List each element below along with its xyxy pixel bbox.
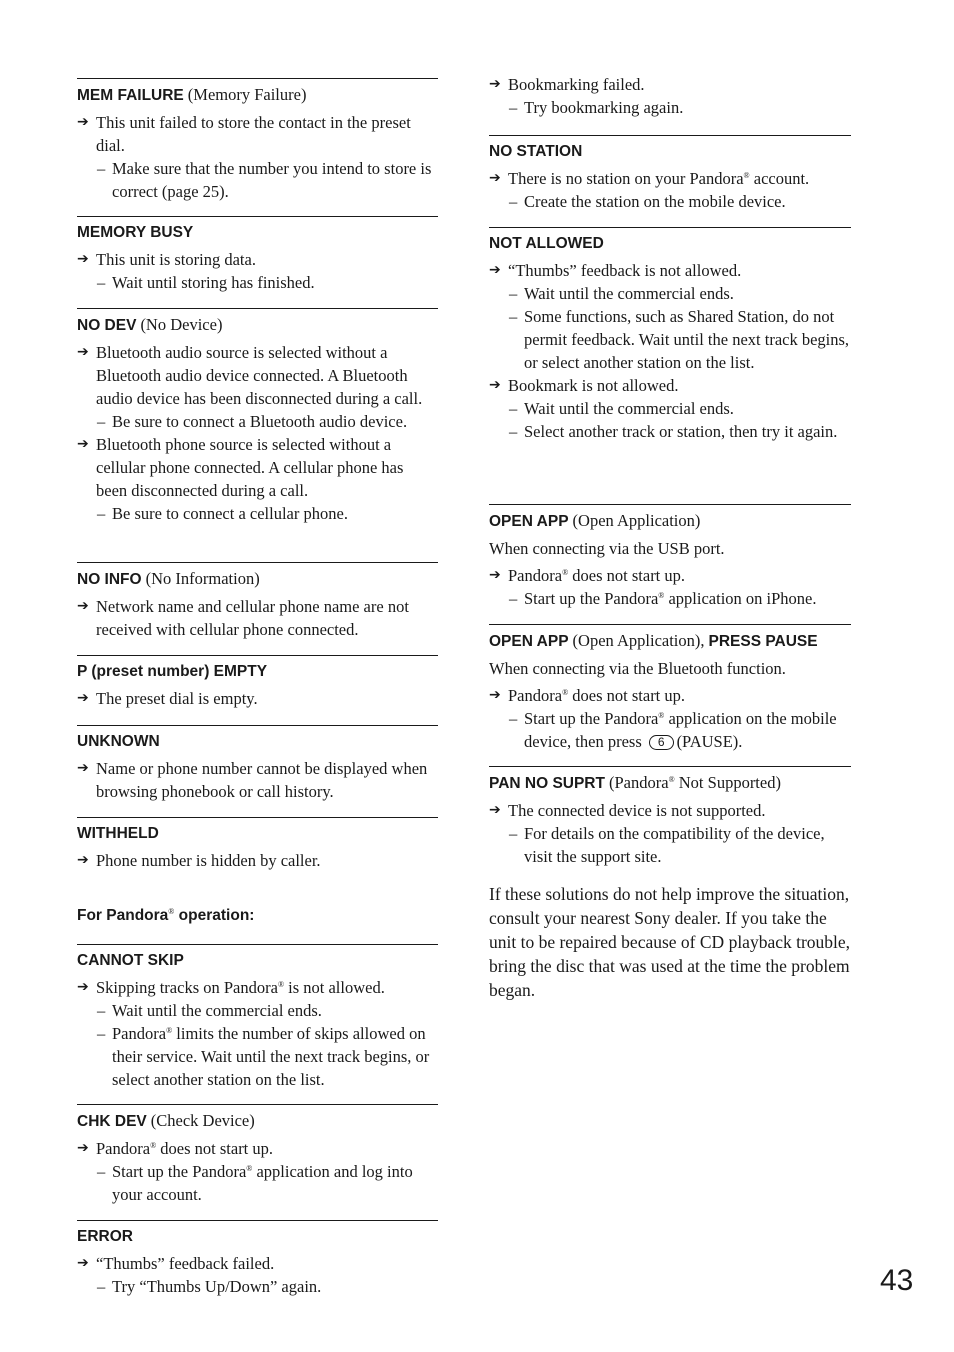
remedy-item: – Select another track or station, then try it again. [509, 422, 838, 441]
remedy-item: – Be sure to connect a cellular phone. [97, 504, 348, 523]
section-mem-failure [77, 78, 438, 203]
section-heading: NO INFO (No Information) [77, 569, 260, 588]
section-heading: OPEN APP (Open Application) [489, 511, 701, 530]
remedy-item: – Try “Thumbs Up/Down” again. [97, 1277, 322, 1296]
arrow-icon: ➔ [77, 114, 89, 130]
cause-item: ➔ Bookmarking failed. [489, 75, 645, 94]
cause-item: ➔ This unit failed to store the contact in the preset dial. [77, 113, 411, 155]
section-no-info [77, 562, 438, 641]
arrow-icon: ➔ [77, 251, 89, 267]
arrow-icon: ➔ [489, 76, 501, 92]
pandora-subheading: For Pandora® operation: [77, 907, 255, 924]
section-heading: OPEN APP (Open Application), PRESS PAUSE [489, 631, 818, 650]
section-heading: MEM FAILURE (Memory Failure) [77, 85, 307, 104]
section-heading: P (preset number) EMPTY [77, 663, 268, 680]
remedy-item: – Start up the Pandora® application on iPhone. [509, 589, 817, 608]
arrow-icon: ➔ [77, 852, 89, 868]
section-not-allowed [489, 227, 851, 443]
remedy-item: – Start up the Pandora® application and log into your account. [97, 1162, 413, 1204]
arrow-icon: ➔ [489, 170, 501, 186]
arrow-icon: ➔ [77, 1140, 89, 1156]
remedy-item: – Create the station on the mobile device. [509, 192, 786, 211]
cause-item: ➔ “Thumbs” feedback is not allowed. [489, 261, 742, 280]
section-chk-dev [77, 1104, 438, 1206]
section-no-station [489, 135, 851, 213]
section-heading: MEMORY BUSY [77, 224, 194, 241]
section-withheld [77, 817, 438, 872]
remedy-item: – Pandora® limits the number of skips allowed on their service. Wait until the next track begins, or select another station on the list. [97, 1024, 430, 1089]
arrow-icon: ➔ [77, 1255, 89, 1271]
arrow-icon: ➔ [489, 687, 501, 703]
cause-item: ➔ The connected device is not supported. [489, 801, 766, 820]
arrow-icon: ➔ [489, 262, 501, 278]
section-heading: NO DEV (No Device) [77, 315, 223, 334]
closing-paragraph: If these solutions do not help improve the situation, consult your nearest Sony dealer. If you take the unit to be repaired because of CD playback trouble, bring the disc that was used at the time the problem began. [489, 884, 851, 1000]
section-no-dev [77, 308, 438, 525]
section-bookmark [489, 68, 851, 119]
section-memory-busy [77, 216, 438, 294]
remedy-item: – Make sure that the number you intend to store is correct (page 25). [97, 159, 432, 201]
remedy-item: – Some functions, such as Shared Station, do not permit feedback. Wait until the next track begins, or select another station on the list. [509, 307, 850, 372]
section-pan-no-suprt [489, 766, 851, 868]
remedy-item: – Start up the Pandora® application on the mobile device, then press 6 (PAUSE). [509, 709, 837, 751]
cause-item: ➔ Pandora® does not start up. [489, 686, 686, 705]
arrow-icon: ➔ [77, 344, 89, 360]
remedy-item: – Be sure to connect a Bluetooth audio device. [97, 412, 408, 431]
cause-item: ➔ Skipping tracks on Pandora® is not allowed. [77, 978, 385, 997]
context-text: When connecting via the USB port. [489, 539, 725, 558]
section-heading: CHK DEV (Check Device) [77, 1111, 255, 1130]
section-heading: CANNOT SKIP [77, 952, 184, 969]
cause-item: ➔ Name or phone number cannot be displayed when browsing phonebook or call history. [77, 759, 428, 801]
cause-item: ➔ Network name and cellular phone name are not received with cellular phone connected. [77, 597, 409, 639]
section-cannot-skip [77, 944, 438, 1091]
section-heading: NOT ALLOWED [489, 235, 604, 252]
arrow-icon: ➔ [489, 567, 501, 583]
arrow-icon: ➔ [77, 690, 89, 706]
section-unknown [77, 725, 438, 803]
cause-item: ➔ There is no station on your Pandora® account. [489, 169, 810, 188]
cause-item: ➔ Bluetooth phone source is selected without a cellular phone connected. A cellular phone has been disconnected during a call. [77, 435, 404, 500]
arrow-icon: ➔ [77, 979, 89, 995]
cause-item: ➔ Bluetooth audio source is selected without a Bluetooth audio device connected. A Bluetooth audio device has been disconnected during a call. [77, 343, 423, 408]
page-number: 43 [880, 1264, 914, 1297]
cause-item: ➔ Phone number is hidden by caller. [77, 851, 321, 870]
pause-key-icon: 6 [649, 735, 674, 750]
arrow-icon: ➔ [489, 377, 501, 393]
section-heading: PAN NO SUPRT (Pandora® Not Supported) [489, 773, 781, 792]
section-error [77, 1220, 438, 1298]
section-heading: NO STATION [489, 143, 583, 160]
cause-item: ➔ Pandora® does not start up. [489, 566, 686, 585]
arrow-icon: ➔ [77, 598, 89, 614]
remedy-item: – Try bookmarking again. [509, 98, 684, 117]
remedy-item: – Wait until the commercial ends. [509, 399, 734, 418]
cause-item: ➔ Pandora® does not start up. [77, 1139, 274, 1158]
remedy-item: – Wait until storing has finished. [97, 273, 315, 292]
cause-item: ➔ “Thumbs” feedback failed. [77, 1254, 275, 1273]
cause-item: ➔ Bookmark is not allowed. [489, 376, 679, 395]
section-heading: UNKNOWN [77, 733, 160, 750]
section-open-app-usb [489, 504, 851, 610]
remedy-item: – For details on the compatibility of the device, visit the support site. [509, 824, 825, 866]
section-open-app-bt [489, 624, 851, 753]
context-text: When connecting via the Bluetooth function. [489, 659, 786, 678]
arrow-icon: ➔ [489, 802, 501, 818]
cause-item: ➔ The preset dial is empty. [77, 689, 258, 708]
remedy-item: – Wait until the commercial ends. [97, 1001, 322, 1020]
section-p-empty [77, 655, 438, 710]
remedy-item: – Wait until the commercial ends. [509, 284, 734, 303]
section-heading: ERROR [77, 1228, 133, 1245]
arrow-icon: ➔ [77, 436, 89, 452]
arrow-icon: ➔ [77, 760, 89, 776]
cause-item: ➔ This unit is storing data. [77, 250, 256, 269]
section-heading: WITHHELD [77, 825, 159, 842]
